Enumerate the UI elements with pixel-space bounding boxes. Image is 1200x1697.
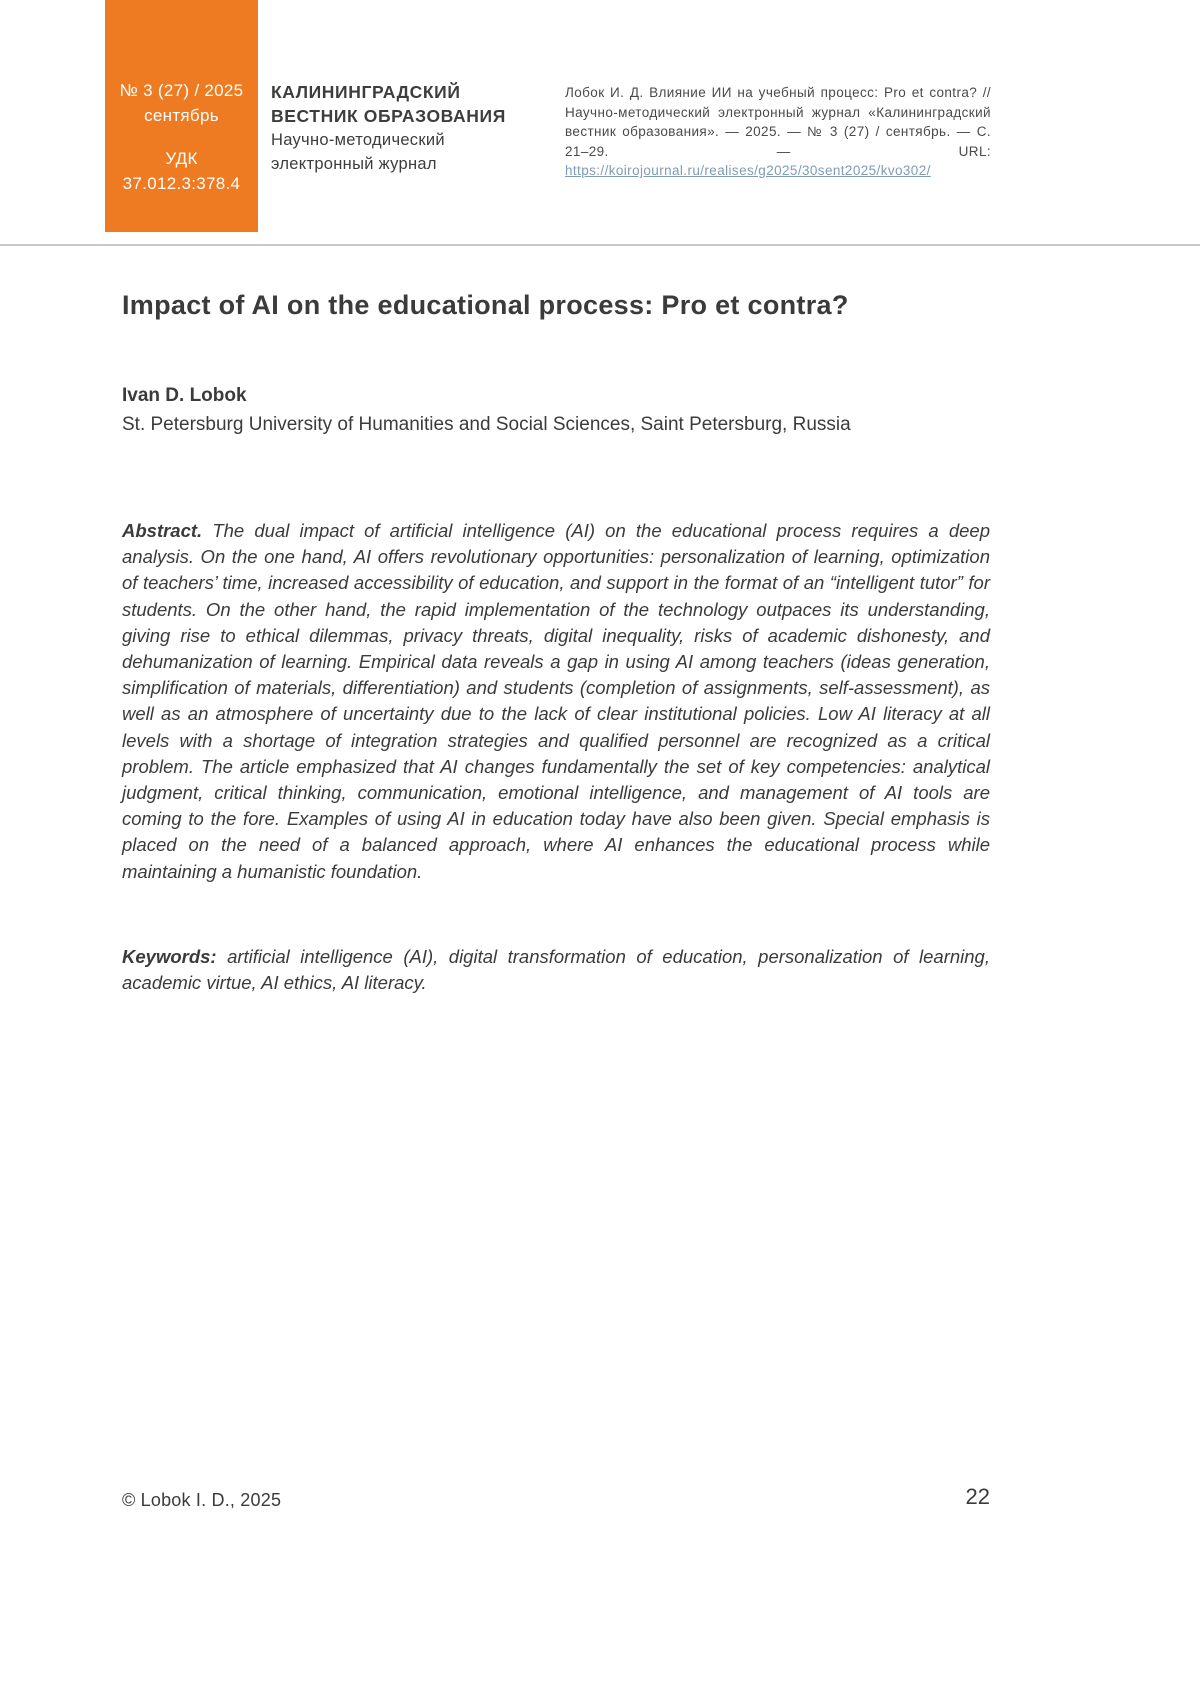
udk-block — [105, 146, 258, 196]
bibliographic-citation — [565, 83, 991, 181]
keywords-paragraph — [122, 944, 990, 996]
issue-number: № 3 (27) / 2025 — [119, 81, 244, 100]
issue-box — [105, 0, 258, 232]
issue-month: сентябрь — [144, 106, 219, 125]
page-number: 22 — [965, 1484, 990, 1509]
citation-text: Лобок И. Д. Влияние ИИ на учебный процесс: Pro et contra? // Научно-методический электронный журнал «Калининградский вестник образования». — 2025. — № 3 (27) / сентябрь. — С. 21–29. — URL: — [565, 85, 991, 159]
keywords-text: artificial intelligence (AI), digital transformation of education, personalization of learning, academic virtue, AI ethics, AI literacy. — [122, 946, 990, 994]
keywords-label: Keywords: — [122, 946, 217, 967]
abstract-paragraph — [122, 518, 990, 885]
copyright-notice: © Lobok I. D., 2025 — [122, 1490, 282, 1510]
journal-title-block — [271, 80, 541, 176]
udk-value: 37.012.3:378.4 — [122, 174, 241, 193]
author-affiliation: St. Petersburg University of Humanities and Social Sciences, Saint Petersburg, Russia — [122, 414, 851, 435]
article-title: Impact of AI on the educational process: Pro et contra? — [122, 290, 849, 320]
abstract-label: Abstract. — [122, 520, 203, 541]
citation-url-link[interactable]: https://koirojournal.ru/realises/g2025/30sent2025/kvo302/ — [565, 163, 931, 178]
journal-subtitle-line-2: электронный журнал — [271, 155, 437, 173]
author-name: Ivan D. Lobok — [122, 385, 247, 406]
author-block — [122, 381, 1002, 439]
journal-title-line-1: КАЛИНИНГРАДСКИЙ — [271, 82, 461, 102]
journal-title-line-2: ВЕСТНИК ОБРАЗОВАНИЯ — [271, 106, 506, 126]
abstract-text: The dual impact of artificial intelligence (AI) on the educational process requires a deep analysis. On the one hand, AI offers revolutionary opportunities: personalization of learning, optimization of teachers’ time, increased accessibility of education, and support in the format of an “intelligent tutor” for students. On the other hand, the rapid implementation of the technology outpaces its understanding, giving rise to ethical dilemmas, privacy threats, digital inequality, risks of academic dishonesty, and dehumanization of learning. Empirical data reveals a gap in using AI among teachers (ideas generation, simplification of materials, differentiation) and students (completion of assignments, self-assessment), as well as an atmosphere of uncertainty due to the lack of clear institutional policies. Low AI literacy at all levels with a shortage of integration strategies and qualified personnel are recognized as a critical problem. The article emphasized that AI changes fundamentally the set of key competencies: analytical judgment, critical thinking, communication, emotional intelligence, and management of AI tools are coming to the fore. Examples of using AI in education today have also been given. Special emphasis is placed on the need of a balanced approach, where AI enhances the educational process while maintaining a humanistic foundation. — [122, 520, 990, 882]
journal-subtitle-line-1: Научно-методический — [271, 131, 445, 149]
udk-label: УДК — [165, 149, 198, 168]
header-divider — [0, 244, 1200, 246]
